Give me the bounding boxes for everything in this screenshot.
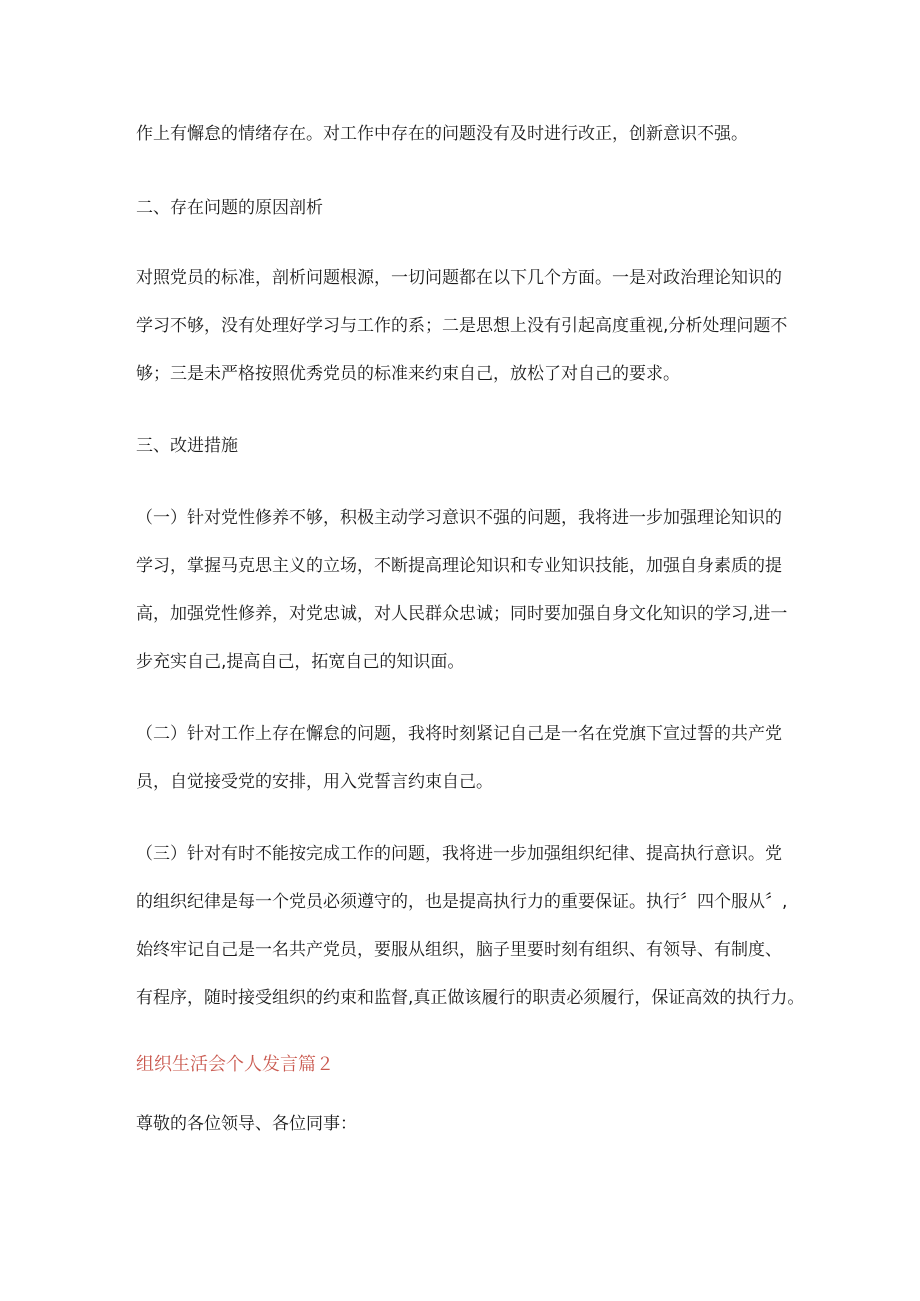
paragraph-line: 够；三是未严格按照优秀党员的标准来约束自己，放松了对自己的要求。 — [136, 364, 680, 384]
paragraph-line: （二）针对工作上存在懈怠的问题，我将时刻紧记自己是一名在党旗下宣过誓的共产党 — [136, 724, 782, 744]
paragraph-line: （一）针对党性修养不够，积极主动学习意识不强的问题，我将进一步加强理论知识的 — [136, 508, 782, 528]
paragraph-line: 作上有懈怠的情绪存在。对工作中存在的问题没有及时进行改正，创新意识不强。 — [136, 124, 748, 144]
paragraph-line: 始终牢记自己是一名共产党员，要服从组织，脑子里要时刻有组织、有领导、有制度、 — [136, 940, 782, 960]
salutation: 尊敬的各位领导、各位同事： — [136, 1114, 357, 1134]
section-heading: 三、改进措施 — [136, 436, 238, 456]
paragraph-line: 高，加强党性修养，对党忠诚，对人民群众忠诚；同时要加强自身文化知识的学习,进一 — [136, 604, 788, 624]
paragraph-line: 员，自觉接受党的安排，用入党誓言约束自己。 — [136, 772, 493, 792]
paragraph-line: 学习不够，没有处理好学习与工作的系；二是思想上没有引起高度重视,分析处理问题不 — [136, 316, 788, 336]
paragraph-line: 步充实自己,提高自己，拓宽自己的知识面。 — [136, 652, 465, 672]
paragraph-line: 对照党员的标准，剖析问题根源，一切问题都在以下几个方面。一是对政治理论知识的 — [136, 268, 782, 288]
paragraph-line: （三）针对有时不能按完成工作的问题，我将进一步加强组织纪律、提高执行意识。党 — [136, 844, 782, 864]
paragraph-line: 有程序，随时接受组织的约束和监督,真正做该履行的职责必须履行，保证高效的执行力。 — [136, 988, 805, 1008]
article-title: 组织生活会个人发言篇２ — [136, 1054, 334, 1075]
paragraph-line: 的组织纪律是每一个党员必须遵守的，也是提高执行力的重要保证。执行〞四个服从〞, — [136, 892, 788, 912]
paragraph-line: 学习，掌握马克思主义的立场，不断提高理论知识和专业知识技能，加强自身素质的提 — [136, 556, 782, 576]
section-heading: 二、存在问题的原因剖析 — [136, 198, 323, 218]
